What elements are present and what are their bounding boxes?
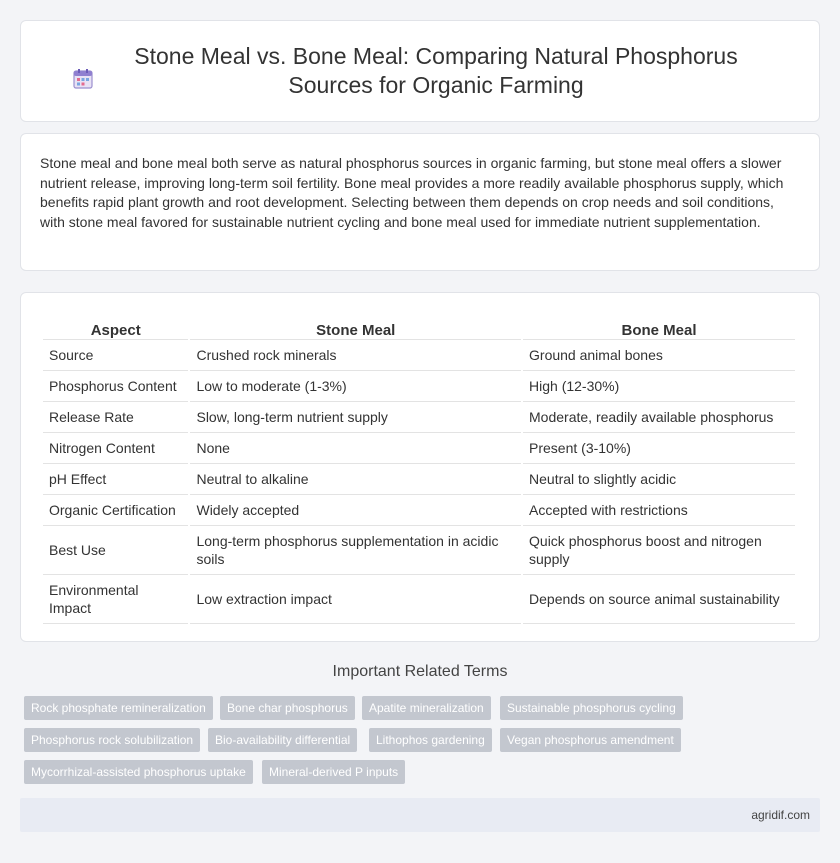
tag-link[interactable]: Mineral-derived P inputs [262, 760, 405, 784]
tag-link[interactable]: Sustainable phosphorus cycling [500, 696, 683, 720]
footer-site-link[interactable]: agridif.com [751, 808, 810, 822]
table-cell: High (12-30%) [523, 371, 795, 402]
table-row [43, 526, 795, 575]
tag-link[interactable]: Bone char phosphorus [220, 696, 355, 720]
tag-link[interactable]: Bio-availability differential [208, 728, 357, 752]
table-cell: Ground animal bones [523, 340, 795, 371]
table-cell: Moderate, readily available phosphorus [523, 402, 795, 433]
table-row [43, 402, 795, 433]
page-title: Stone Meal vs. Bone Meal: Comparing Natural Phosphorus Sources for Organic Farming [134, 43, 738, 98]
table-cell: Low extraction impact [190, 575, 521, 624]
table-cell: Nitrogen Content [43, 433, 188, 464]
comparison-table-card [20, 292, 820, 642]
table-cell: Accepted with restrictions [523, 495, 795, 526]
tag-link[interactable]: Lithophos gardening [369, 728, 492, 752]
table-header-row [43, 313, 795, 340]
table-row [43, 433, 795, 464]
table-cell: Organic Certification [43, 495, 188, 526]
tag-link[interactable]: Rock phosphate remineralization [24, 696, 213, 720]
header-stone-meal: Stone Meal [190, 313, 521, 340]
comparison-table [41, 313, 797, 624]
table-cell: Best Use [43, 526, 188, 575]
table-row [43, 464, 795, 495]
table-cell: Phosphorus Content [43, 371, 188, 402]
table-cell: Quick phosphorus boost and nitrogen supply [523, 526, 795, 575]
tag-link[interactable]: Phosphorus rock solubilization [24, 728, 200, 752]
table-row [43, 575, 795, 624]
table-cell: Source [43, 340, 188, 371]
table-cell: pH Effect [43, 464, 188, 495]
table-cell: Environmental Impact [43, 575, 188, 624]
footer [20, 798, 820, 832]
table-cell: Release Rate [43, 402, 188, 433]
table-cell: Neutral to alkaline [190, 464, 521, 495]
table-cell: Present (3-10%) [523, 433, 795, 464]
header-aspect: Aspect [43, 313, 188, 340]
table-cell: Slow, long-term nutrient supply [190, 402, 521, 433]
title-card [20, 20, 820, 122]
calendar-icon [70, 66, 96, 92]
tag-link[interactable]: Mycorrhizal-assisted phosphorus uptake [24, 760, 253, 784]
related-terms-title: Important Related Terms [332, 663, 508, 680]
table-cell: Low to moderate (1-3%) [190, 371, 521, 402]
table-cell: Long-term phosphorus supplementation in acidic soils [190, 526, 521, 575]
table-cell: Crushed rock minerals [190, 340, 521, 371]
table-row [43, 340, 795, 371]
tag-link[interactable]: Vegan phosphorus amendment [500, 728, 681, 752]
header-bone-meal: Bone Meal [523, 313, 795, 340]
summary-card [20, 133, 820, 271]
table-row [43, 371, 795, 402]
table-cell: Depends on source animal sustainability [523, 575, 795, 624]
tag-link[interactable]: Apatite mineralization [362, 696, 491, 720]
table-cell: Widely accepted [190, 495, 521, 526]
table-row [43, 495, 795, 526]
summary-text: Stone meal and bone meal both serve as natural phosphorus sources in organic farming, but stone meal offers a slower nutrient release, improving long-term soil fertility. Bone meal provides a more readily available phosphorus supply, which benefits rapid plant growth and root development. Selecting between them depends on crop needs and soil conditions, with stone meal favored for sustainable nutrient cycling and bone meal used for immediate nutrient supplementation. [40, 155, 784, 230]
table-cell: None [190, 433, 521, 464]
table-cell: Neutral to slightly acidic [523, 464, 795, 495]
